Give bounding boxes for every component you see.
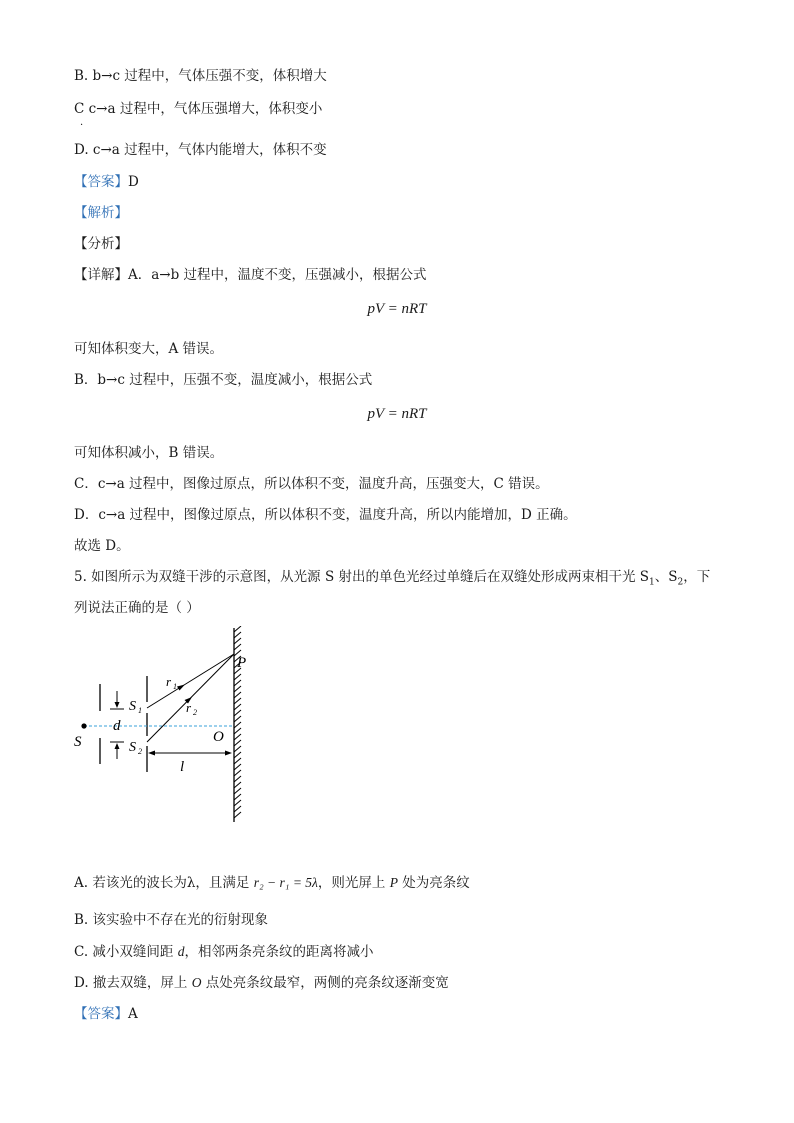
detail-c: C．c→a 过程中，图像过原点，所以体积不变，温度升高，压强变大，C 错误。 bbox=[74, 476, 549, 492]
hatch-mark bbox=[234, 758, 241, 764]
l-arrow-left bbox=[148, 751, 155, 756]
hatch-mark bbox=[234, 776, 241, 782]
detail-b-conclusion: 可知体积减小，B 错误。 bbox=[74, 445, 224, 461]
label-d: d bbox=[113, 718, 121, 734]
option-5d bbox=[74, 974, 449, 992]
answer-1 bbox=[74, 173, 139, 191]
answer-tag: 【答案】 bbox=[74, 174, 128, 190]
hatch-mark bbox=[234, 644, 241, 650]
hatch-mark bbox=[234, 704, 241, 710]
hatch-mark bbox=[234, 770, 241, 776]
hatch-mark bbox=[234, 716, 241, 722]
label-r1-sub: 1 bbox=[173, 682, 177, 691]
source-point bbox=[81, 723, 86, 728]
detail-tag: 【详解】 bbox=[74, 267, 128, 283]
option-c-dot: · bbox=[80, 120, 84, 131]
detail-a-text: A．a→b 过程中，温度不变，压强减小，根据公式 bbox=[128, 267, 427, 283]
q5-sep: 、S bbox=[654, 569, 678, 585]
question-5-line2: 列说法正确的是（ ） bbox=[74, 600, 200, 616]
formula-2: pV = nRT bbox=[367, 406, 427, 422]
label-S: S bbox=[74, 734, 82, 750]
option-c-prev: C c→a 过程中，气体压强增大，体积变小 bbox=[74, 101, 323, 117]
option-5a-formula: r₂ − r₁ = 5λ bbox=[253, 875, 318, 890]
option-5d-post: 点处亮条纹最窄，两侧的亮条纹逐渐变宽 bbox=[201, 975, 449, 991]
option-d-prev: D. c→a 过程中，气体内能增大，体积不变 bbox=[74, 142, 327, 158]
option-5a-pre: A. 若该光的波长为λ，且满足 bbox=[74, 875, 254, 891]
option-5d-o: O bbox=[191, 975, 202, 990]
option-5a-end: 处为亮条纹 bbox=[397, 875, 470, 891]
detail-choose: 故选 D。 bbox=[74, 538, 130, 554]
option-b-prev: B. b→c 过程中，气体压强不变，体积增大 bbox=[74, 68, 327, 84]
answer5-value: A bbox=[128, 1006, 138, 1022]
label-S2: S bbox=[129, 740, 136, 755]
answer5-tag: 【答案】 bbox=[74, 1006, 128, 1022]
option-5b: B. 该实验中不存在光的衍射现象 bbox=[74, 912, 269, 928]
hatch-mark bbox=[234, 632, 241, 638]
label-O: O bbox=[213, 729, 224, 745]
d-arrowhead-top bbox=[115, 702, 120, 708]
label-S1-sub: 1 bbox=[138, 706, 142, 715]
hatch-mark bbox=[234, 764, 241, 770]
formula-1: pV = nRT bbox=[367, 301, 427, 317]
option-5c-post: ，相邻两条亮条纹的距离将减小 bbox=[184, 944, 374, 960]
hatch-mark bbox=[234, 674, 241, 680]
option-5a-p: P bbox=[389, 875, 398, 890]
hatch-mark bbox=[234, 734, 241, 740]
label-r2: r bbox=[186, 700, 192, 715]
hatch-mark bbox=[234, 800, 241, 806]
hatch-mark bbox=[234, 788, 241, 794]
option-5d-pre: D. 撤去双缝，屏上 bbox=[74, 975, 192, 991]
hatch-mark bbox=[234, 794, 241, 800]
q5-s2-sub: 2 bbox=[677, 577, 684, 588]
label-S2-sub: 2 bbox=[138, 747, 142, 756]
option-5c-d: d bbox=[177, 944, 185, 959]
q5-end: ，下 bbox=[683, 569, 711, 585]
question-5-line1 bbox=[74, 568, 710, 592]
q5-text: 5. 如图所示为双缝干涉的示意图，从光源 S 射出的单色光经过单缝后在双缝处形成两束相干光 S bbox=[74, 569, 650, 585]
hatch-mark bbox=[234, 626, 241, 632]
arrow-r1 bbox=[177, 685, 185, 691]
detail-b: B．b→c 过程中，压强不变，温度减小，根据公式 bbox=[74, 372, 373, 388]
double-slit-diagram bbox=[70, 626, 270, 826]
option-5a-post: ，则光屏上 bbox=[317, 875, 390, 891]
analysis-tag bbox=[74, 204, 128, 222]
option-5c-pre: C. 减小双缝间距 bbox=[74, 944, 178, 960]
label-S1: S bbox=[129, 699, 136, 714]
label-r2-sub: 2 bbox=[193, 708, 197, 717]
q5-s1-sub: 1 bbox=[649, 577, 655, 588]
hatch-mark bbox=[234, 752, 241, 758]
hatch-mark bbox=[234, 638, 241, 644]
hatch-mark bbox=[234, 710, 241, 716]
l-arrow-right bbox=[225, 751, 232, 756]
hatch-mark bbox=[234, 740, 241, 746]
hatch-mark bbox=[234, 728, 241, 734]
detail-a-conclusion: 可知体积变大，A 错误。 bbox=[74, 341, 224, 357]
answer-value: D bbox=[128, 174, 139, 190]
hatch-mark bbox=[234, 686, 241, 692]
detail-d: D．c→a 过程中，图像过原点，所以体积不变，温度升高，所以内能增加，D 正确。 bbox=[74, 507, 577, 523]
hatch-mark bbox=[234, 698, 241, 704]
answer-5 bbox=[74, 1005, 138, 1023]
hatch-mark bbox=[234, 812, 241, 818]
analysis-tag-text: 【解析】 bbox=[74, 205, 128, 221]
option-5c bbox=[74, 943, 373, 961]
hatch-mark bbox=[234, 782, 241, 788]
label-l: l bbox=[180, 759, 185, 775]
detail-a bbox=[74, 266, 427, 284]
label-r1: r bbox=[166, 674, 172, 689]
fenxi-tag: 【分析】 bbox=[74, 236, 128, 252]
hatch-mark bbox=[234, 722, 241, 728]
option-5a bbox=[74, 874, 470, 892]
hatch-mark bbox=[234, 692, 241, 698]
hatch-mark bbox=[234, 746, 241, 752]
d-arrowhead-bottom bbox=[115, 743, 120, 749]
label-P: P bbox=[237, 655, 247, 671]
hatch-mark bbox=[234, 806, 241, 812]
hatch-mark bbox=[234, 680, 241, 686]
